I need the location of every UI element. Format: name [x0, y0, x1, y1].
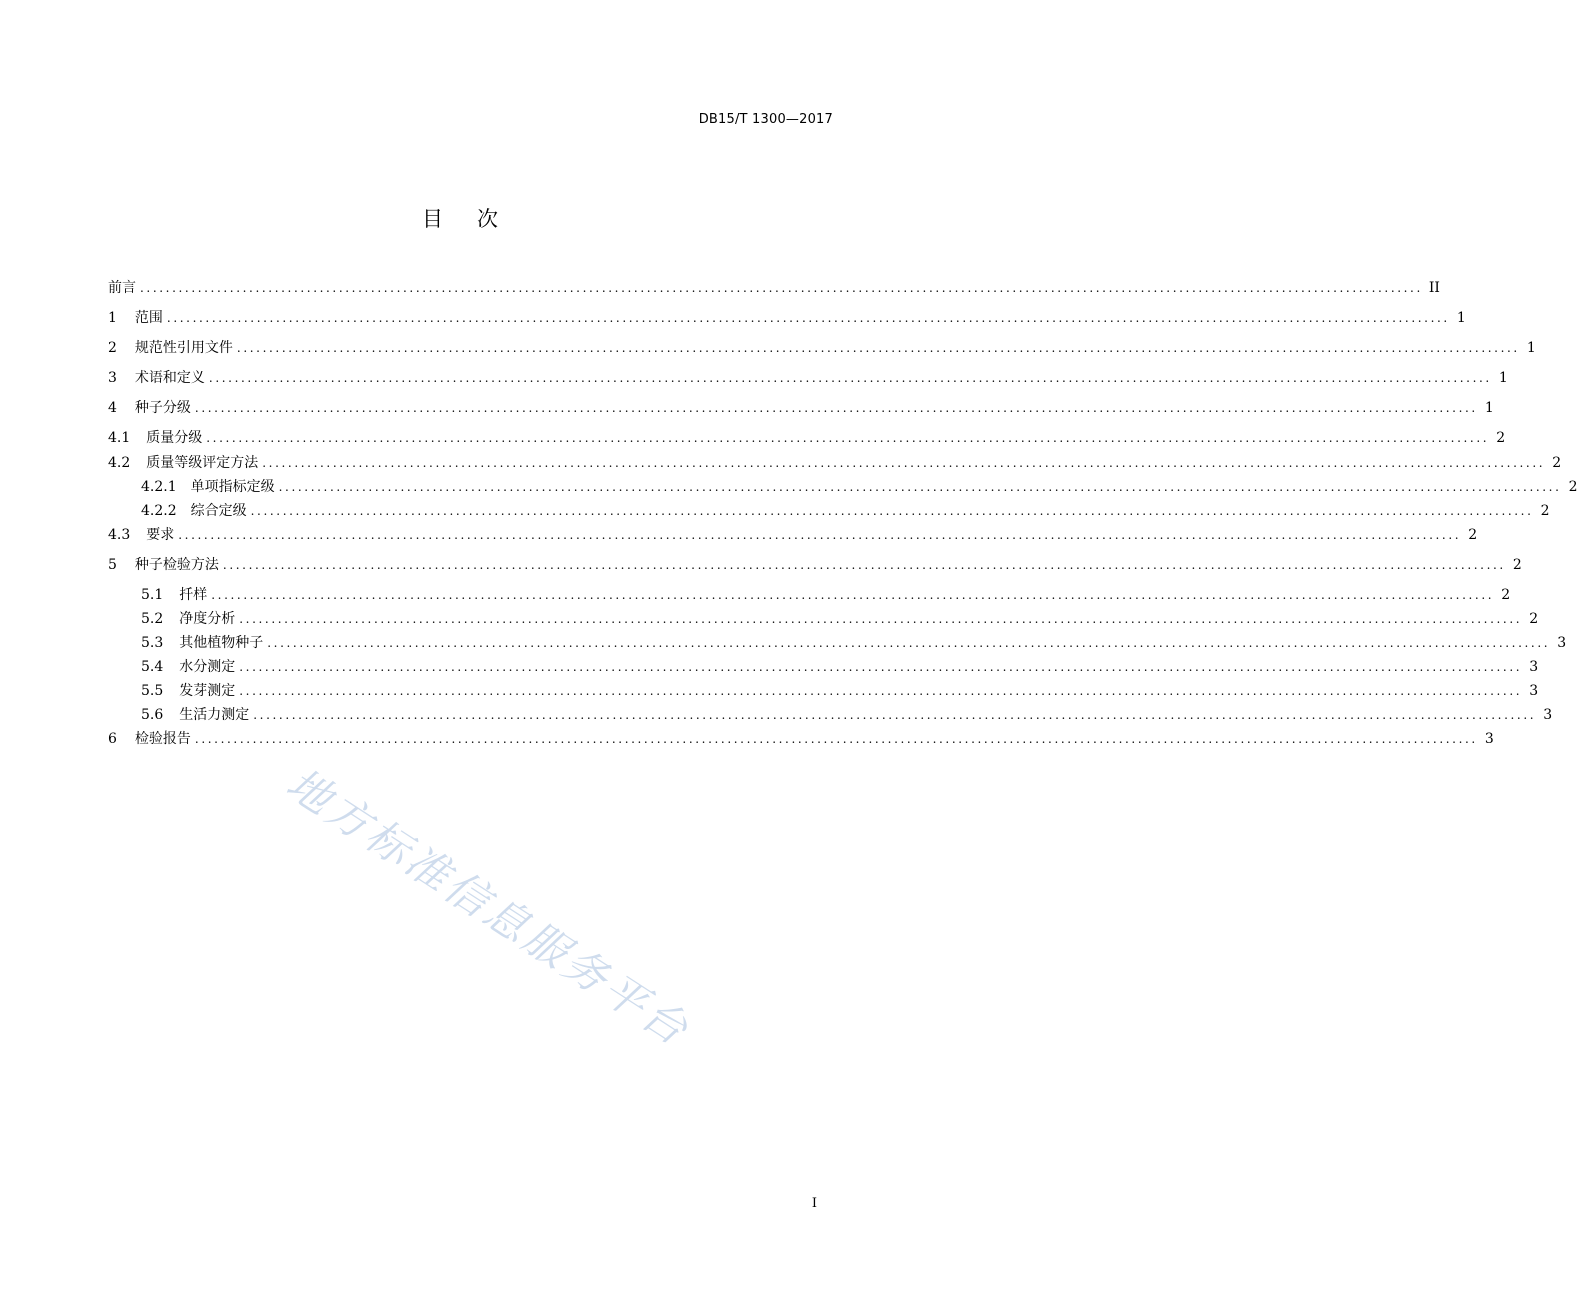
toc-entry[interactable]	[141, 633, 1567, 653]
document-code: DB15/T 1300—2017	[698, 112, 833, 127]
toc-entry-number: 4.1	[108, 430, 131, 446]
toc-entry[interactable]	[141, 657, 1539, 677]
toc-entry[interactable]	[141, 477, 1578, 497]
toc-entry[interactable]	[108, 338, 1536, 358]
toc-entry-title: 其他植物种子	[179, 635, 264, 651]
toc-entry-title: 单项指标定级	[190, 479, 275, 495]
page-title	[0, 203, 920, 233]
toc-entry[interactable]	[108, 428, 1506, 448]
toc-leader-dots: ........................................................................................................................................................................................................	[178, 528, 1462, 542]
toc-leader-dots: ........................................................................................................................................................................................................	[262, 456, 1546, 470]
toc-entry-page: 2	[1568, 479, 1578, 495]
toc-entry-page: 2	[1501, 587, 1511, 603]
toc-entry[interactable]	[141, 705, 1553, 725]
toc-entry-number: 5.4	[141, 659, 164, 675]
toc-entry-number: 4.3	[108, 527, 131, 543]
toc-entry[interactable]	[108, 398, 1494, 418]
toc-entry-title: 术语和定义	[134, 370, 205, 386]
toc-entry-page: II	[1428, 280, 1440, 296]
toc-leader-dots: ........................................................................................................................................................................................................	[211, 588, 1495, 602]
title-char-1: 目	[422, 207, 443, 231]
toc-entry-number: 2	[108, 340, 117, 356]
toc-entry-title: 生活力测定	[179, 707, 250, 723]
toc-entry-page: 3	[1529, 659, 1539, 675]
toc-entry-number: 5.5	[141, 683, 164, 699]
toc-entry[interactable]	[141, 501, 1550, 521]
toc-leader-dots: ........................................................................................................................................................................................................	[206, 431, 1490, 445]
toc-leader-dots: ........................................................................................................................................................................................................	[239, 612, 1523, 626]
toc-entry-number: 6	[108, 731, 117, 747]
toc-leader-dots: ........................................................................................................................................................................................................	[222, 558, 1506, 572]
toc-entry-title: 种子检验方法	[134, 557, 219, 573]
toc-entry[interactable]	[108, 278, 1440, 298]
toc-entry-page: 2	[1552, 455, 1562, 471]
toc-entry-page: 2	[1468, 527, 1478, 543]
toc-leader-dots: ........................................................................................................................................................................................................	[267, 636, 1551, 650]
toc-entry-title: 扦样	[179, 587, 208, 603]
toc-entry[interactable]	[108, 525, 1478, 545]
toc-entry-number: 5	[108, 557, 117, 573]
toc-entry-number: 5.2	[141, 611, 164, 627]
toc-entry[interactable]	[141, 609, 1539, 629]
toc-entry-number: 1	[108, 310, 117, 326]
toc-leader-dots: ........................................................................................................................................................................................................	[194, 401, 1478, 415]
toc-entry-page: 1	[1498, 370, 1508, 386]
toc-entry-number: 5.6	[141, 707, 164, 723]
toc-entry-title: 水分测定	[179, 659, 236, 675]
toc-leader-dots: ........................................................................................................................................................................................................	[250, 504, 1534, 518]
toc-entry[interactable]	[108, 453, 1562, 473]
watermark: 地方标准信息服务平台	[277, 758, 699, 1057]
toc-entry-page: 1	[1484, 400, 1494, 416]
toc-entry-title: 要求	[146, 527, 175, 543]
toc-entry-number: 4	[108, 400, 117, 416]
toc-entry-number: 5.1	[141, 587, 164, 603]
toc-entry-page: 2	[1529, 611, 1539, 627]
toc-entry-number: 3	[108, 370, 117, 386]
toc-entry[interactable]	[108, 729, 1494, 749]
toc-entry-title: 质量等级评定方法	[146, 455, 259, 471]
title-char-2: 次	[477, 207, 498, 231]
toc-entry-page: 3	[1557, 635, 1567, 651]
toc-entry-title: 范围	[134, 310, 163, 326]
toc-entry-page: 1	[1456, 310, 1466, 326]
toc-entry-page: 3	[1529, 683, 1539, 699]
toc-entry-page: 2	[1540, 503, 1550, 519]
toc-entry-number: 5.3	[141, 635, 164, 651]
toc-entry-title: 规范性引用文件	[134, 340, 233, 356]
toc-leader-dots: ........................................................................................................................................................................................................	[253, 708, 1537, 722]
toc-entry-title: 发芽测定	[179, 683, 236, 699]
toc-leader-dots: ........................................................................................................................................................................................................	[278, 480, 1562, 494]
toc-entry-title: 种子分级	[134, 400, 191, 416]
toc-entry-page: 2	[1496, 430, 1506, 446]
toc-entry-number: 4.2.2	[141, 503, 177, 519]
toc-entry-title: 前言	[108, 280, 136, 296]
toc-entry-title: 质量分级	[146, 430, 203, 446]
toc-entry[interactable]	[108, 555, 1522, 575]
toc-entry-page: 3	[1484, 731, 1494, 747]
toc-entry-title: 检验报告	[134, 731, 191, 747]
toc-leader-dots: ........................................................................................................................................................................................................	[236, 341, 1520, 355]
toc-entry-page: 2	[1512, 557, 1522, 573]
toc-entry-page: 1	[1526, 340, 1536, 356]
toc-leader-dots: ........................................................................................................................................................................................................	[239, 660, 1523, 674]
toc-entry[interactable]	[108, 308, 1466, 328]
toc-entry[interactable]	[141, 585, 1511, 605]
toc-leader-dots: ........................................................................................................................................................................................................	[166, 311, 1450, 325]
toc-entry-page: 3	[1543, 707, 1553, 723]
toc-leader-dots: ........................................................................................................................................................................................................	[208, 371, 1492, 385]
toc-entry-number: 4.2	[108, 455, 131, 471]
toc-leader-dots: ........................................................................................................................................................................................................	[194, 732, 1478, 746]
toc-entry-title: 净度分析	[179, 611, 236, 627]
toc-entry-title: 综合定级	[190, 503, 247, 519]
page-number: I	[811, 1196, 817, 1211]
toc-entry-number: 4.2.1	[141, 479, 177, 495]
toc-entry[interactable]	[141, 681, 1539, 701]
toc-leader-dots: ........................................................................................................................................................................................................	[140, 281, 1423, 295]
toc-entry[interactable]	[108, 368, 1508, 388]
toc-leader-dots: ........................................................................................................................................................................................................	[239, 684, 1523, 698]
